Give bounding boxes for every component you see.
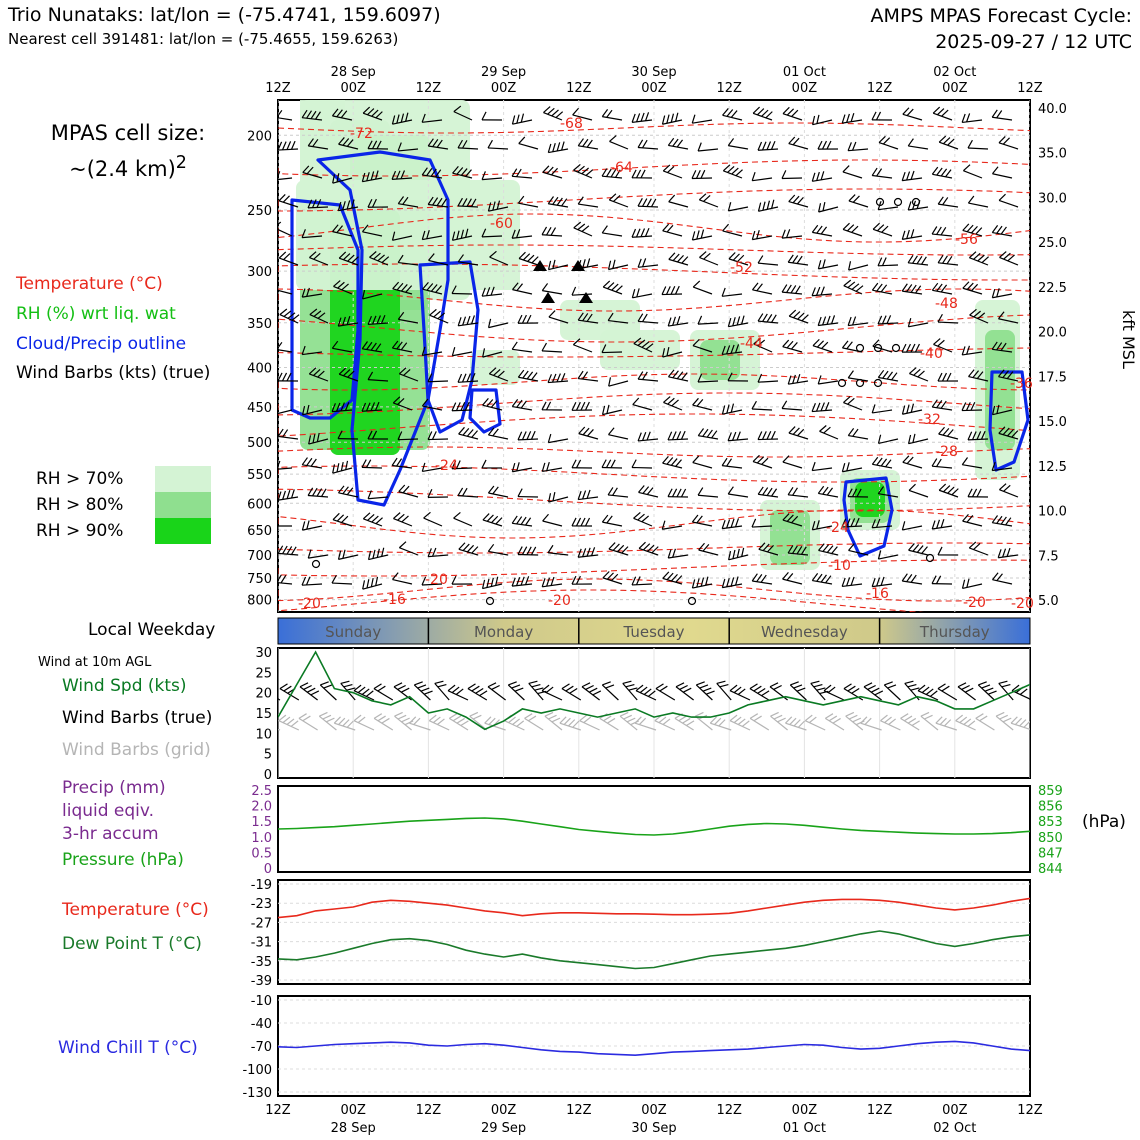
nearest-cell-subtitle: Nearest cell 391481: lat/lon = (-75.4655, 159.6263) <box>8 30 399 48</box>
svg-text:-10: -10 <box>828 558 851 574</box>
svg-text:-44: -44 <box>740 336 763 352</box>
svg-text:200: 200 <box>247 129 272 145</box>
svg-text:-19: -19 <box>250 878 272 893</box>
svg-text:10: 10 <box>255 727 272 743</box>
svg-text:-27: -27 <box>250 916 272 932</box>
svg-text:853: 853 <box>1038 815 1063 831</box>
temperature-series-label: Temperature (°C) <box>62 900 209 920</box>
precip-axis-labels <box>251 784 272 877</box>
svg-text:-36: -36 <box>1010 376 1033 392</box>
svg-text:12Z: 12Z <box>866 1103 893 1118</box>
svg-text:5: 5 <box>263 747 272 763</box>
svg-text:15: 15 <box>255 707 272 722</box>
svg-text:25: 25 <box>255 666 272 682</box>
rh-key-90: RH > 90% <box>36 521 124 541</box>
svg-text:-28: -28 <box>935 444 958 460</box>
svg-text:Tuesday: Tuesday <box>623 623 685 641</box>
svg-text:01 Oct: 01 Oct <box>782 1121 826 1136</box>
svg-text:-20: -20 <box>1011 596 1034 612</box>
svg-text:0.5: 0.5 <box>251 846 272 862</box>
svg-text:02 Oct: 02 Oct <box>933 65 977 80</box>
svg-text:29 Sep: 29 Sep <box>481 65 527 80</box>
svg-text:12.5: 12.5 <box>1038 459 1067 475</box>
svg-text:30: 30 <box>255 646 272 661</box>
svg-text:29 Sep: 29 Sep <box>481 1121 527 1136</box>
svg-text:12Z: 12Z <box>1017 81 1043 96</box>
svg-text:-16: -16 <box>866 586 889 602</box>
svg-text:12Z: 12Z <box>716 81 742 96</box>
cell-size-exponent: 2 <box>175 152 187 173</box>
top-time-axis <box>265 65 1043 96</box>
svg-text:-52: -52 <box>730 260 753 276</box>
svg-text:-24: -24 <box>826 520 849 536</box>
forecast-cycle-value: 2025-09-27 / 12 UTC <box>935 30 1132 53</box>
svg-text:22.5: 22.5 <box>1038 280 1067 296</box>
svg-text:-40: -40 <box>920 346 943 362</box>
svg-text:00Z: 00Z <box>942 1103 968 1118</box>
svg-text:28 Sep: 28 Sep <box>330 1121 376 1136</box>
svg-text:-32: -32 <box>918 412 941 428</box>
svg-text:450: 450 <box>247 400 272 416</box>
svg-text:-10: -10 <box>250 994 272 1009</box>
svg-text:2.0: 2.0 <box>251 799 272 815</box>
wind-chill-panel <box>278 996 1030 1096</box>
svg-text:600: 600 <box>247 497 272 513</box>
svg-text:12Z: 12Z <box>566 81 592 96</box>
svg-text:700: 700 <box>247 548 272 564</box>
legend-wind-barbs: Wind Barbs (kts) (true) <box>16 363 211 384</box>
precip-label-line2: liquid eqiv. <box>62 800 155 821</box>
svg-text:28 Sep: 28 Sep <box>330 65 376 80</box>
svg-text:-130: -130 <box>242 1086 272 1101</box>
svg-text:17.5: 17.5 <box>1038 370 1067 386</box>
svg-text:15.0: 15.0 <box>1038 415 1067 431</box>
svg-text:Wednesday: Wednesday <box>760 623 848 641</box>
svg-text:00Z: 00Z <box>791 81 818 96</box>
svg-text:10.0: 10.0 <box>1038 504 1067 520</box>
precip-pressure-panel <box>278 786 1030 872</box>
hpa-axis-label: (hPa) <box>1082 812 1126 832</box>
pressure-axis-labels-right <box>1038 784 1063 877</box>
svg-text:-24: -24 <box>435 458 458 474</box>
svg-text:35.0: 35.0 <box>1038 146 1067 162</box>
svg-text:-64: -64 <box>610 160 633 176</box>
svg-text:0: 0 <box>263 768 272 783</box>
svg-text:00Z: 00Z <box>641 81 667 96</box>
svg-text:-31: -31 <box>250 935 272 951</box>
svg-text:-20: -20 <box>548 593 571 609</box>
svg-text:12Z: 12Z <box>265 81 291 96</box>
wind-speed-label: Wind Spd (kts) <box>62 676 187 696</box>
svg-text:00Z: 00Z <box>942 81 968 96</box>
svg-text:12Z: 12Z <box>716 1103 742 1118</box>
svg-text:847: 847 <box>1038 846 1063 862</box>
svg-text:550: 550 <box>247 468 272 484</box>
svg-text:-48: -48 <box>935 296 958 312</box>
svg-text:12Z: 12Z <box>1017 1103 1043 1118</box>
page-title: Trio Nunataks: lat/lon = (-75.4741, 159.6097) <box>8 4 441 26</box>
svg-text:20: 20 <box>255 686 272 702</box>
svg-text:02 Oct: 02 Oct <box>933 1121 977 1136</box>
svg-text:12Z: 12Z <box>866 81 893 96</box>
svg-text:750: 750 <box>247 572 272 588</box>
svg-text:2.5: 2.5 <box>251 784 272 799</box>
svg-text:40.0: 40.0 <box>1038 102 1067 117</box>
svg-text:7.5: 7.5 <box>1038 549 1059 565</box>
svg-text:800: 800 <box>247 593 272 609</box>
svg-text:00Z: 00Z <box>340 81 366 96</box>
bottom-time-axis <box>265 1103 1043 1136</box>
svg-text:-16: -16 <box>383 592 406 608</box>
svg-text:-56: -56 <box>955 232 978 248</box>
temperature-dewpoint-panel <box>278 880 1030 984</box>
svg-text:12Z: 12Z <box>265 1103 291 1118</box>
svg-text:-23: -23 <box>250 897 272 913</box>
forecast-cycle-label: AMPS MPAS Forecast Cycle: <box>870 5 1132 27</box>
svg-text:01 Oct: 01 Oct <box>782 65 826 80</box>
wind-barbs-true-label: Wind Barbs (true) <box>62 708 213 728</box>
svg-text:1.5: 1.5 <box>251 815 272 831</box>
svg-text:00Z: 00Z <box>641 1103 667 1118</box>
legend-rh: RH (%) wrt liq. wat <box>16 303 176 324</box>
svg-text:500: 500 <box>247 436 272 452</box>
svg-text:-100: -100 <box>242 1063 272 1078</box>
svg-text:00Z: 00Z <box>340 1103 366 1118</box>
pressure-axis-labels <box>247 129 272 608</box>
svg-text:00Z: 00Z <box>791 1103 818 1118</box>
cell-size-value: ~(2.4 km)$^2$ <box>69 152 187 181</box>
cell-size-label: MPAS cell size: <box>50 121 206 145</box>
legend-cloud-precip: Cloud/Precip outline <box>16 333 187 354</box>
svg-text:20.0: 20.0 <box>1038 325 1067 341</box>
svg-text:12Z: 12Z <box>415 81 442 96</box>
svg-text:-70: -70 <box>250 1040 272 1055</box>
svg-text:Thursday: Thursday <box>919 623 990 641</box>
wind-barbs-grid-label: Wind Barbs (grid) <box>62 740 211 760</box>
svg-text:1.0: 1.0 <box>251 830 272 846</box>
svg-text:-68: -68 <box>560 116 583 132</box>
rh-key-80: RH > 80% <box>36 495 124 515</box>
svg-text:859: 859 <box>1038 784 1063 799</box>
local-weekday-label: Local Weekday <box>88 620 216 640</box>
svg-text:-72: -72 <box>350 126 373 142</box>
svg-text:25.0: 25.0 <box>1038 236 1067 252</box>
legend-temperature: Temperature (°C) <box>16 274 163 294</box>
svg-text:850: 850 <box>1038 830 1063 846</box>
svg-text:250: 250 <box>247 204 272 220</box>
svg-text:-35: -35 <box>250 954 272 970</box>
svg-text:0: 0 <box>263 862 272 877</box>
svg-text:-60: -60 <box>490 216 513 232</box>
windchill-series-label: Wind Chill T (°C) <box>58 1038 198 1058</box>
kft-axis-label: kft MSL <box>1119 310 1138 369</box>
svg-text:Sunday: Sunday <box>325 623 382 641</box>
kft-axis-labels <box>1038 102 1067 609</box>
wind-chill-axis-labels <box>242 994 272 1101</box>
svg-text:844: 844 <box>1038 862 1063 877</box>
svg-text:-39: -39 <box>250 974 272 989</box>
svg-text:12Z: 12Z <box>566 1103 592 1118</box>
svg-text:-20: -20 <box>963 595 986 611</box>
svg-text:00Z: 00Z <box>490 1103 517 1118</box>
pressure-label: Pressure (hPa) <box>62 850 184 870</box>
svg-text:300: 300 <box>247 265 272 281</box>
svg-text:12Z: 12Z <box>415 1103 442 1118</box>
dewpoint-series-label: Dew Point T (°C) <box>62 934 202 954</box>
wind-10m-label: Wind at 10m AGL <box>38 655 152 670</box>
svg-text:856: 856 <box>1038 799 1063 815</box>
svg-text:30 Sep: 30 Sep <box>631 1121 677 1136</box>
svg-text:00Z: 00Z <box>490 81 517 96</box>
svg-text:400: 400 <box>247 361 272 377</box>
svg-text:650: 650 <box>247 524 272 540</box>
svg-text:-20: -20 <box>425 572 448 588</box>
precip-label-line1: Precip (mm) <box>62 778 166 798</box>
wind-speed-axis-labels <box>255 646 272 783</box>
svg-text:350: 350 <box>247 316 272 332</box>
svg-text:Monday: Monday <box>473 623 534 641</box>
temperature-axis-labels <box>251 878 272 989</box>
svg-text:30 Sep: 30 Sep <box>631 65 677 80</box>
svg-text:-40: -40 <box>250 1017 272 1032</box>
svg-text:-20: -20 <box>298 596 321 612</box>
precip-label-line3: 3-hr accum <box>62 823 159 844</box>
svg-text:5.0: 5.0 <box>1038 594 1059 609</box>
rh-key-70: RH > 70% <box>36 469 124 489</box>
svg-text:30.0: 30.0 <box>1038 191 1067 207</box>
